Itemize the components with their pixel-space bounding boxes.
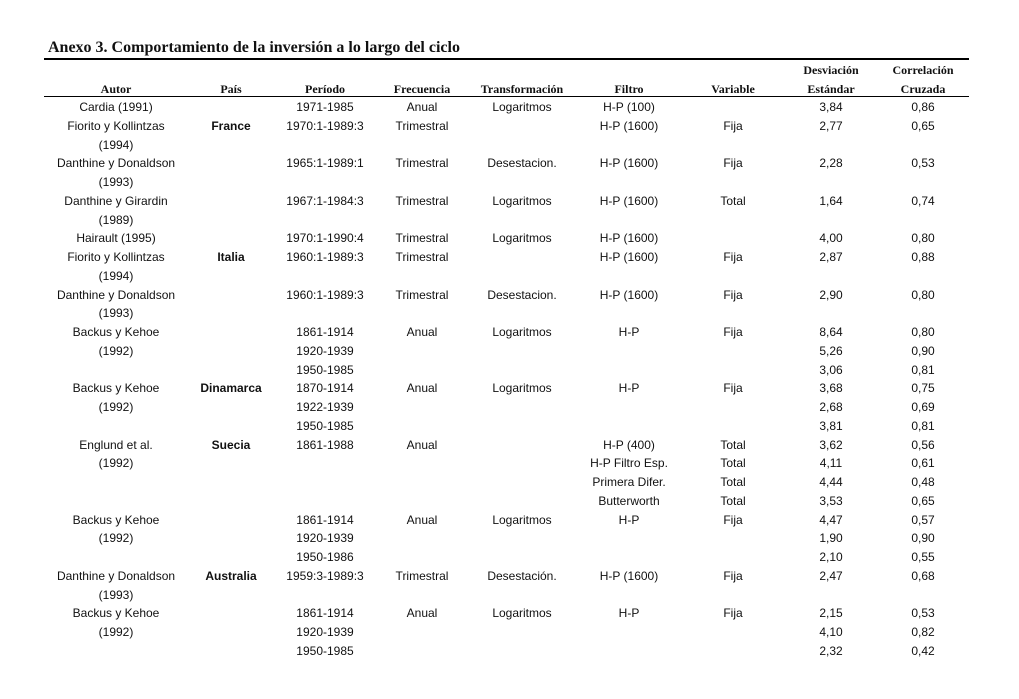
cell-variable: Fija	[723, 287, 743, 302]
header-correlacion-line2: Cruzada	[900, 82, 946, 96]
cell-filtro: H-P (1600)	[599, 118, 659, 133]
cell-autor: Cardia (1991)	[79, 100, 153, 114]
cell-autor: Danthine y Donaldson	[56, 287, 176, 302]
cell-autor: Englund et al.	[79, 437, 153, 452]
cell-variable: Fija	[723, 512, 743, 527]
cell-periodo: 1950-1985	[296, 418, 354, 433]
cell-desviacion: 2,90	[819, 287, 843, 302]
cell-periodo: 1920-1939	[296, 625, 354, 639]
cell-desviacion: 1,64	[819, 193, 843, 208]
cell-frecuencia: Anual	[406, 381, 438, 396]
cell-desviacion: 4,47	[819, 512, 843, 527]
cell-frecuencia: Anual	[406, 512, 438, 527]
cell-correlacion: 0,74	[911, 193, 935, 208]
cell-autor: Danthine y Girardin	[64, 193, 168, 208]
cell-desviacion: 4,10	[819, 625, 843, 639]
cell-desviacion: 2,15	[819, 606, 843, 621]
cell-desviacion: 3,68	[819, 381, 843, 396]
cell-correlacion: 0,81	[911, 362, 935, 377]
cell-desviacion: 2,68	[819, 400, 843, 414]
cell-periodo: 1950-1985	[296, 362, 354, 377]
cell-periodo: 1970:1-1990:4	[286, 231, 364, 246]
cell-correlacion: 0,68	[911, 568, 935, 583]
cell-periodo: 1920-1939	[296, 531, 354, 546]
cell-variable: Fija	[723, 606, 743, 621]
cell-variable: Total	[720, 437, 746, 452]
cell-transformacion: Logaritmos	[492, 100, 552, 114]
cell-desviacion: 2,47	[819, 568, 843, 583]
cell-desviacion: 4,00	[819, 231, 843, 246]
cell-frecuencia: Trimestral	[395, 193, 449, 208]
cell-correlacion: 0,53	[911, 156, 935, 171]
cell-periodo: 1960:1-1989:3	[286, 287, 364, 302]
cell-correlacion: 0,69	[911, 400, 935, 414]
cell-autor: (1989)	[98, 212, 134, 227]
cell-correlacion: 0,48	[911, 475, 935, 489]
cell-filtro: H-P (1600)	[599, 287, 659, 302]
cell-correlacion: 0,65	[911, 118, 935, 133]
cell-frecuencia: Trimestral	[395, 250, 449, 264]
cell-filtro: H-P (100)	[603, 100, 655, 114]
cell-desviacion: 3,84	[819, 100, 843, 114]
cell-pais: Suecia	[211, 437, 251, 452]
cell-variable: Total	[720, 475, 746, 489]
cell-periodo: 1861-1988	[296, 437, 354, 452]
cell-frecuencia: Anual	[406, 606, 438, 621]
cell-filtro: H-P (1600)	[599, 156, 659, 171]
cell-frecuencia: Trimestral	[395, 231, 449, 246]
cell-correlacion: 0,80	[911, 231, 935, 246]
cell-autor: Backus y Kehoe	[72, 381, 160, 396]
cell-filtro: H-P (1600)	[599, 231, 659, 246]
cell-variable: Fija	[723, 381, 743, 396]
header-autor: Autor	[100, 82, 132, 96]
cell-autor: (1992)	[98, 343, 134, 358]
cell-correlacion: 0,86	[911, 100, 935, 114]
cell-autor: Backus y Kehoe	[72, 325, 160, 339]
cell-transformacion: Desestación.	[487, 568, 557, 583]
cell-correlacion: 0,55	[911, 550, 935, 564]
header-top-rule	[44, 58, 969, 60]
cell-transformacion: Logaritmos	[492, 231, 552, 246]
cell-frecuencia: Trimestral	[395, 118, 449, 133]
cell-variable: Total	[720, 456, 746, 471]
cell-filtro: Primera Difer.	[592, 475, 666, 489]
cell-autor: Fiorito y Kollintzas	[67, 250, 165, 264]
cell-correlacion: 0,61	[911, 456, 935, 471]
cell-autor: (1994)	[98, 137, 134, 152]
cell-variable: Fija	[723, 568, 743, 583]
cell-desviacion: 8,64	[819, 325, 843, 339]
cell-variable: Fija	[723, 156, 743, 171]
cell-correlacion: 0,75	[911, 381, 935, 396]
cell-variable: Fija	[723, 325, 743, 339]
cell-filtro: H-P (1600)	[599, 250, 659, 264]
cell-frecuencia: Anual	[406, 437, 438, 452]
header-filtro: Filtro	[614, 82, 644, 96]
cell-periodo: 1861-1914	[296, 606, 354, 621]
cell-correlacion: 0,56	[911, 437, 935, 452]
cell-correlacion: 0,53	[911, 606, 935, 621]
cell-correlacion: 0,42	[911, 643, 935, 658]
cell-desviacion: 2,32	[819, 643, 843, 658]
cell-correlacion: 0,90	[911, 531, 935, 546]
cell-variable: Total	[720, 493, 746, 508]
cell-desviacion: 2,10	[819, 550, 843, 564]
cell-correlacion: 0,65	[911, 493, 935, 508]
cell-autor: Hairault (1995)	[76, 231, 156, 246]
cell-filtro: H-P	[618, 606, 640, 621]
cell-filtro: Butterworth	[598, 493, 660, 508]
cell-autor: (1992)	[98, 531, 134, 546]
cell-desviacion: 3,81	[819, 418, 843, 433]
header-desviacion-line2: Estándar	[807, 82, 855, 96]
cell-desviacion: 3,62	[819, 437, 843, 452]
cell-periodo: 1922-1939	[296, 400, 354, 414]
cell-autor: (1994)	[98, 268, 134, 283]
cell-periodo: 1861-1914	[296, 512, 354, 527]
cell-filtro: H-P (400)	[603, 437, 655, 452]
cell-periodo: 1861-1914	[296, 325, 354, 339]
page-title: Anexo 3. Comportamiento de la inversión a lo largo del ciclo	[48, 39, 460, 56]
cell-transformacion: Logaritmos	[492, 193, 552, 208]
cell-variable: Total	[720, 193, 746, 208]
cell-variable: Fija	[723, 250, 743, 264]
cell-correlacion: 0,82	[911, 625, 935, 639]
cell-desviacion: 3,53	[819, 493, 843, 508]
header-desviacion-line1: Desviación	[803, 63, 859, 77]
cell-frecuencia: Trimestral	[395, 568, 449, 583]
cell-transformacion: Logaritmos	[492, 606, 552, 621]
cell-desviacion: 1,90	[819, 531, 843, 546]
cell-periodo: 1965:1-1989:1	[286, 156, 364, 171]
cell-pais: France	[211, 118, 251, 133]
cell-periodo: 1970:1-1989:3	[286, 118, 364, 133]
cell-variable: Fija	[723, 118, 743, 133]
cell-correlacion: 0,80	[911, 325, 935, 339]
cell-autor: Fiorito y Kollintzas	[67, 118, 165, 133]
cell-desviacion: 2,87	[819, 250, 843, 264]
cell-frecuencia: Trimestral	[395, 156, 449, 171]
cell-autor: Backus y Kehoe	[72, 606, 160, 621]
cell-periodo: 1870-1914	[296, 381, 354, 396]
cell-correlacion: 0,90	[911, 343, 935, 358]
cell-periodo: 1971-1985	[296, 100, 354, 114]
cell-desviacion: 2,28	[819, 156, 843, 171]
cell-filtro: H-P Filtro Esp.	[590, 456, 668, 471]
cell-periodo: 1950-1986	[296, 550, 354, 564]
header-pais: País	[220, 82, 242, 96]
cell-autor: (1992)	[98, 400, 134, 414]
cell-periodo: 1950-1985	[296, 643, 354, 658]
cell-desviacion: 4,11	[819, 456, 843, 471]
cell-desviacion: 4,44	[819, 475, 843, 489]
header-variable: Variable	[711, 82, 755, 96]
cell-transformacion: Desestacion.	[487, 156, 557, 171]
header-frecuencia: Frecuencia	[393, 82, 451, 96]
cell-transformacion: Logaritmos	[492, 325, 552, 339]
cell-periodo: 1959:3-1989:3	[286, 568, 364, 583]
cell-correlacion: 0,88	[911, 250, 935, 264]
cell-pais: Dinamarca	[200, 381, 262, 396]
cell-filtro: H-P	[618, 381, 640, 396]
cell-filtro: H-P (1600)	[599, 568, 659, 583]
header-transformacion: Transformación	[480, 82, 564, 96]
cell-pais: Italia	[217, 250, 245, 264]
cell-pais: Australia	[205, 568, 257, 583]
cell-periodo: 1960:1-1989:3	[286, 250, 364, 264]
cell-correlacion: 0,81	[911, 418, 935, 433]
cell-desviacion: 5,26	[819, 343, 843, 358]
cell-filtro: H-P (1600)	[599, 193, 659, 208]
header-correlacion-line1: Correlación	[892, 63, 954, 77]
cell-autor: (1992)	[98, 625, 134, 639]
cell-autor: (1993)	[98, 587, 134, 602]
cell-autor: (1993)	[98, 175, 134, 189]
cell-frecuencia: Anual	[406, 325, 438, 339]
cell-correlacion: 0,57	[911, 512, 935, 527]
cell-transformacion: Logaritmos	[492, 381, 552, 396]
cell-frecuencia: Anual	[406, 100, 438, 114]
cell-filtro: H-P	[618, 512, 640, 527]
cell-autor: (1993)	[98, 306, 134, 321]
cell-periodo: 1967:1-1984:3	[286, 193, 364, 208]
cell-desviacion: 2,77	[819, 118, 843, 133]
cell-filtro: H-P	[618, 325, 640, 339]
header-bottom-rule	[44, 96, 969, 97]
cell-autor: Danthine y Donaldson	[56, 156, 176, 171]
header-periodo: Período	[305, 82, 345, 96]
cell-autor: Danthine y Donaldson	[56, 568, 176, 583]
cell-frecuencia: Trimestral	[395, 287, 449, 302]
cell-transformacion: Desestacion.	[487, 287, 557, 302]
cell-autor: (1992)	[98, 456, 134, 471]
cell-autor: Backus y Kehoe	[72, 512, 160, 527]
cell-correlacion: 0,80	[911, 287, 935, 302]
cell-desviacion: 3,06	[819, 362, 843, 377]
cell-periodo: 1920-1939	[296, 343, 354, 358]
cell-transformacion: Logaritmos	[492, 512, 552, 527]
